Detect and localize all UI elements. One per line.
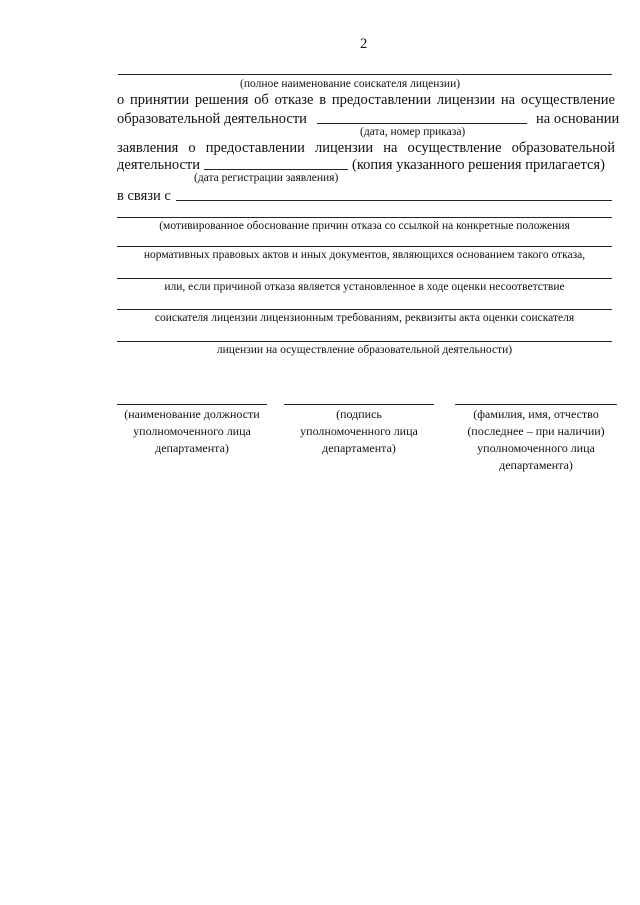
- full-name-caption-line: (последнее – при наличии): [467, 424, 605, 438]
- copy-attached-label: (копия указанного решения прилагается): [352, 157, 605, 173]
- position-caption-line: (наименование должности: [124, 407, 260, 421]
- education-activity-label: образовательной деятельности: [117, 111, 307, 127]
- reason-caption-1: (мотивированное обоснование причин отказа со ссылкой на конкретные положения: [159, 220, 570, 232]
- reason-line-2: [117, 246, 612, 247]
- full-name-caption-line: департамента): [499, 458, 573, 472]
- reason-caption-3: или, если причиной отказа является установленное в ходе оценки несоответствие: [164, 281, 565, 293]
- reason-line-1: [117, 217, 612, 218]
- applicant-caption: (полное наименование соискателя лицензии): [240, 78, 461, 90]
- reason-caption-5: лицензии на осуществление образовательной деятельности): [216, 344, 513, 356]
- applicant-name-line: [118, 74, 612, 75]
- due-to-line: [176, 200, 612, 201]
- signature-caption-line: департамента): [322, 441, 396, 455]
- position-caption: [112, 406, 272, 457]
- reason-line-4: [117, 309, 612, 310]
- full-name-caption-line: уполномоченного лица: [477, 441, 595, 455]
- order-caption: (дата, номер приказа): [360, 126, 466, 138]
- signature-caption-line: (подпись: [336, 407, 382, 421]
- signature-line: [284, 404, 434, 405]
- order-line: [317, 123, 527, 124]
- registration-line: [204, 169, 348, 170]
- reason-caption-2: нормативных правовых актов и иных документов, являющихся основанием такого отказа,: [143, 249, 586, 261]
- application-line: заявления о предоставлении лицензии на осуществление образовательной: [117, 140, 615, 156]
- activity-label: деятельности: [117, 157, 201, 173]
- full-name-caption-line: (фамилия, имя, отчество: [473, 407, 599, 421]
- position-line: [117, 404, 267, 405]
- registration-caption: (дата регистрации заявления): [194, 172, 339, 184]
- reason-line-3: [117, 278, 612, 279]
- full-name-line: [455, 404, 617, 405]
- decision-line: о принятии решения об отказе в предоставлении лицензии на осуществление: [117, 92, 615, 108]
- signature-caption-line: уполномоченного лица: [300, 424, 418, 438]
- page-number: 2: [360, 36, 368, 52]
- due-to-label: в связи с: [117, 188, 171, 204]
- on-basis-label: на основании: [536, 111, 620, 127]
- signature-caption: [279, 406, 439, 457]
- position-caption-line: департамента): [155, 441, 229, 455]
- position-caption-line: уполномоченного лица: [133, 424, 251, 438]
- reason-line-5: [117, 341, 612, 342]
- full-name-caption: [452, 406, 620, 474]
- reason-caption-4: соискателя лицензии лицензионным требованиям, реквизиты акта оценки соискателя: [154, 312, 575, 324]
